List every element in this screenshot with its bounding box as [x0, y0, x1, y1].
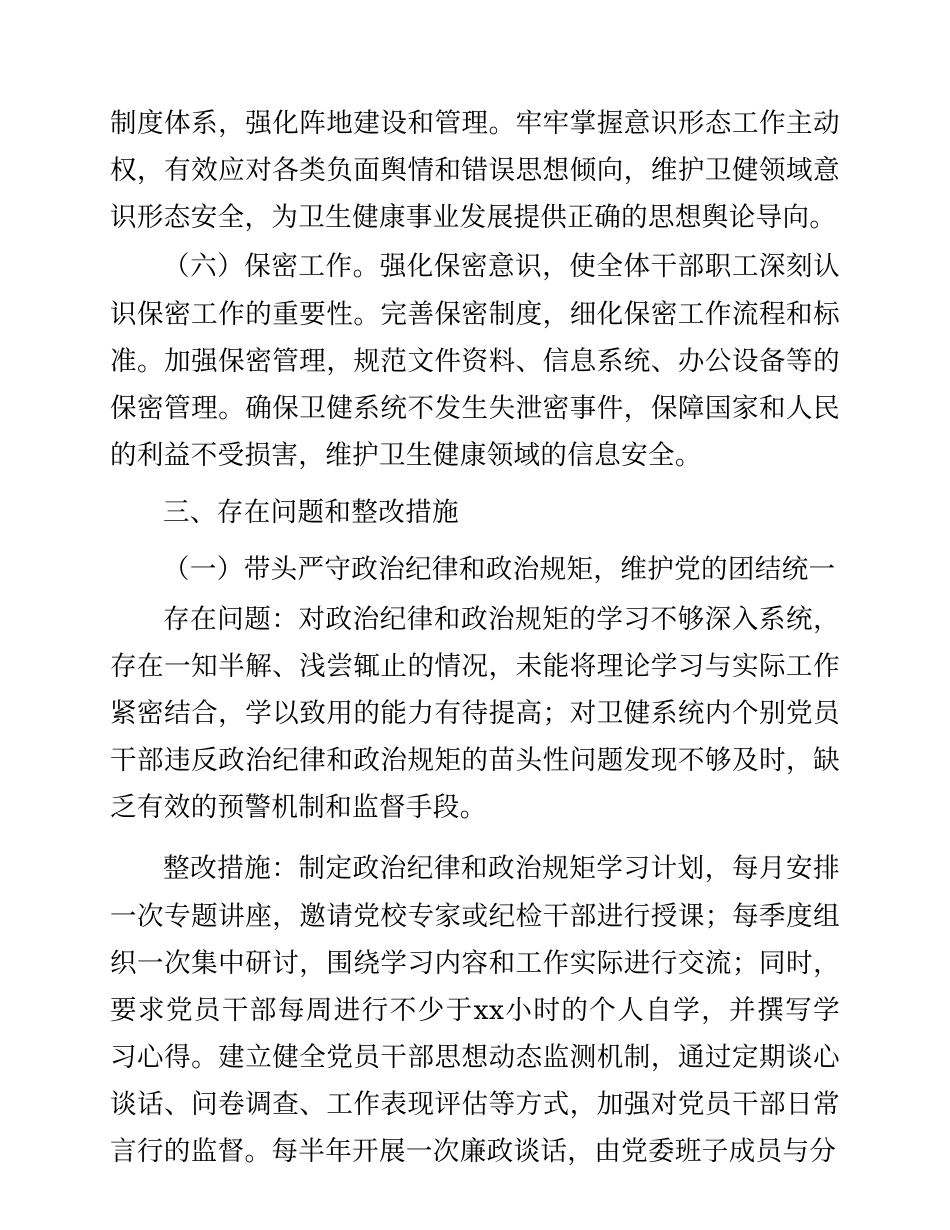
heading-subsection-one: （一）带头严守政治纪律和政治规矩，维护党的团结统一: [163, 554, 836, 586]
paragraph-existing-problems: 存在问题：对政治纪律和政治规矩的学习不够深入系统，存在一知半解、浅尝辄止的情况，未能将理论学习与实际工作紧密结合，学以致用的能力有待提高；对卫健系统内个别党员干部违反政治纪律和政治规矩的苗头性问题发现不够及时，缺乏有效的预警机制和监督手段。: [110, 603, 840, 824]
heading-section-three: 三、存在问题和整改措施: [163, 497, 459, 529]
paragraph-section-six: （六）保密工作。强化保密意识，使全体干部职工深刻认识保密工作的重要性。完善保密制度，细化保密工作流程和标准。加强保密管理，规范文件资料、信息系统、办公设备等的保密管理。确保卫健系统不发生失泄密事件，保障国家和人民的利益不受损害，维护卫生健康领域的信息安全。: [110, 251, 840, 472]
paragraph-rectification-measures: 整改措施：制定政治纪律和政治规矩学习计划，每月安排一次专题讲座，邀请党校专家或纪检干部进行授课；每季度组织一次集中研讨，围绕学习内容和工作实际进行交流；同时，要求党员干部每周进行不少于xx小时的个人自学，并撰写学习心得。建立健全党员干部思想动态监测机制，通过定期谈心谈话、问卷调查、工作表现评估等方式，加强对党员干部日常言行的监督。每半年开展一次廉政谈话，由党委班子成员与分: [110, 853, 840, 1168]
paragraph-continuation: 制度体系，强化阵地建设和管理。牢牢掌握意识形态工作主动权，有效应对各类负面舆情和错误思想倾向，维护卫健领域意识形态安全，为卫生健康事业发展提供正确的思想舆论导向。: [110, 108, 840, 234]
document-body: [110, 100, 840, 1175]
